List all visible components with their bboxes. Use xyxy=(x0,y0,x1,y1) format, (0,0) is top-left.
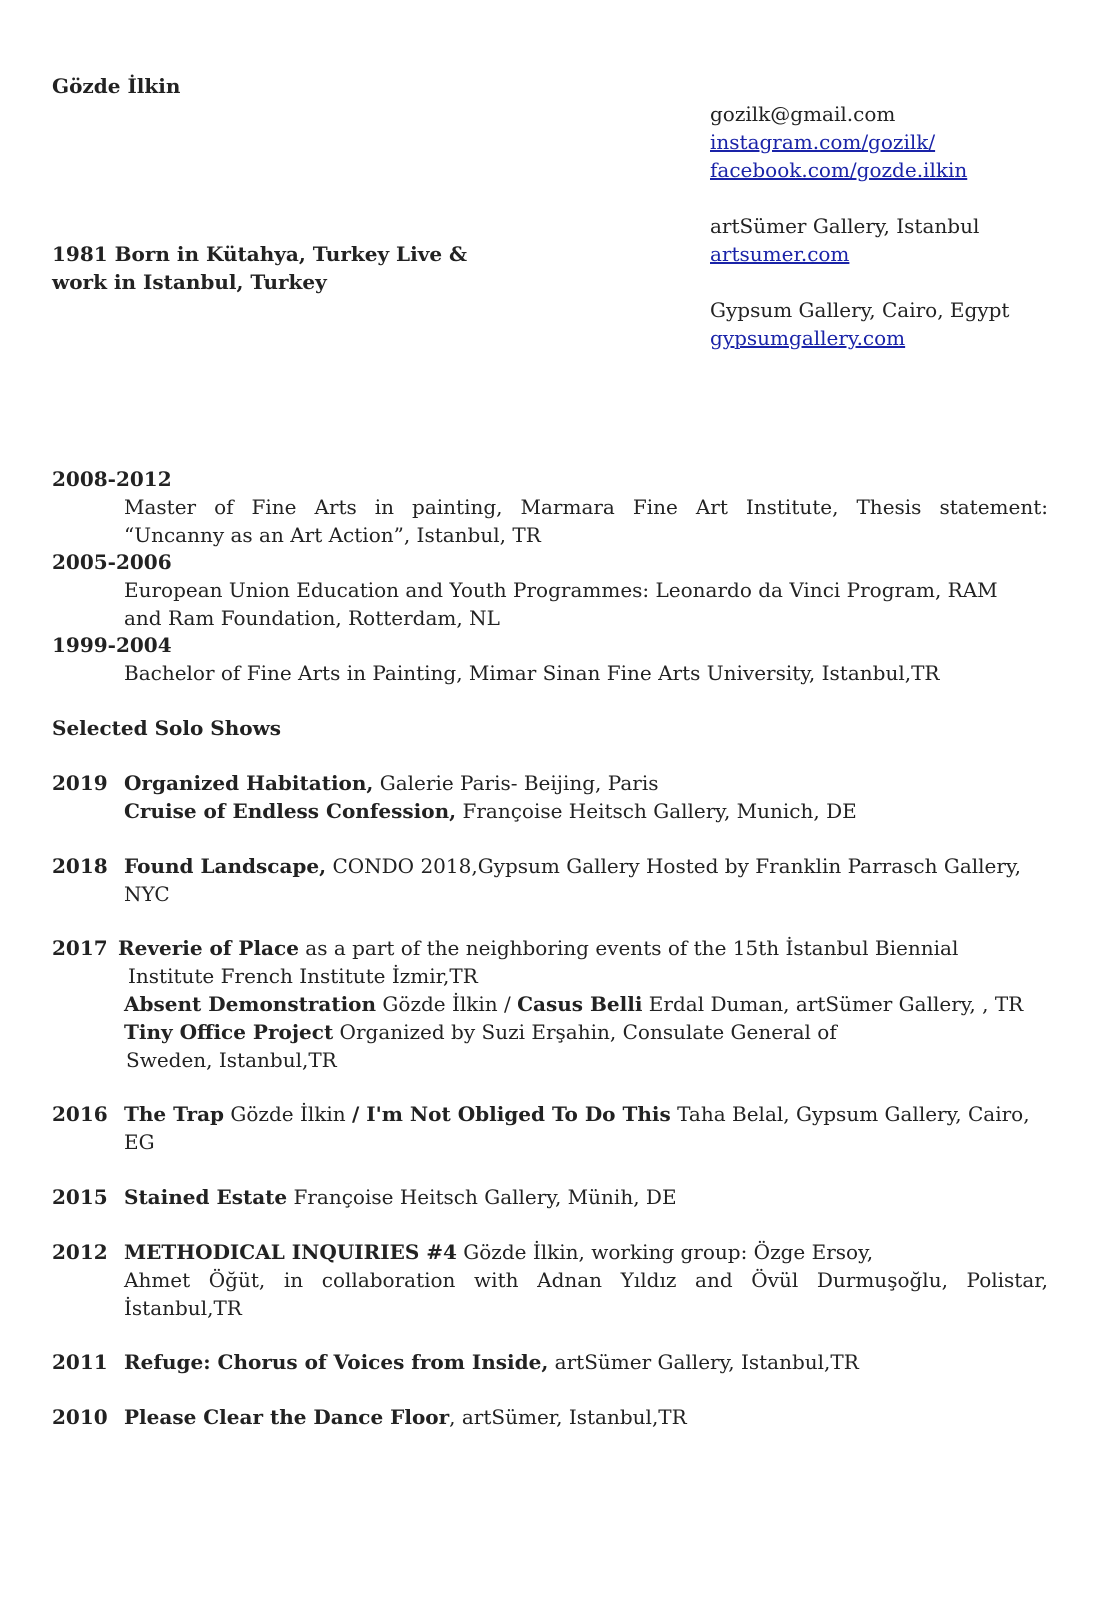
show-title: / I'm Not Obliged To Do This xyxy=(352,1102,671,1126)
show-title: The Trap xyxy=(124,1102,225,1126)
show-details: Institute French Institute İzmir,TR xyxy=(128,964,478,988)
show-entry xyxy=(118,934,1048,990)
show-details: Gözde İlkin, working group: Özge Ersoy, xyxy=(456,1240,874,1264)
show-details: Sweden, Istanbul,TR xyxy=(126,1048,337,1072)
birth-line-2: work in Istanbul, Turkey xyxy=(52,270,327,294)
show-title: Tiny Office Project xyxy=(124,1020,334,1044)
section-heading-solo-shows: Selected Solo Shows xyxy=(52,716,282,740)
education-line: European Union Education and Youth Programmes: Leonardo da Vinci Program, RAM xyxy=(124,578,998,602)
show-details: Organized by Suzi Erşahin, Consulate General of xyxy=(333,1020,837,1044)
education-years: 2008-2012 xyxy=(52,467,172,491)
education-line: Master of Fine Arts in painting, Marmara Fine Art Institute, Thesis statement: xyxy=(124,495,1048,519)
show-title: Absent Demonstration xyxy=(124,992,377,1016)
show-year: 2017 xyxy=(52,936,108,960)
show-entry xyxy=(124,1100,1048,1156)
show-details: artSümer Gallery, Istanbul,TR xyxy=(548,1350,859,1374)
show-details: Galerie Paris- Beijing, Paris xyxy=(373,771,659,795)
show-year: 2011 xyxy=(52,1350,108,1374)
gallery-gypsum-name: Gypsum Gallery, Cairo, Egypt xyxy=(710,298,1010,322)
show-entry xyxy=(124,990,1048,1074)
show-details: as a part of the neighboring events of the 15th İstanbul Biennial xyxy=(298,936,959,960)
gallery-artsumer-name: artSümer Gallery, Istanbul xyxy=(710,214,980,238)
show-title: Please Clear the Dance Floor xyxy=(124,1405,450,1429)
show-year: 2010 xyxy=(52,1405,108,1429)
show-details: NYC xyxy=(124,882,170,906)
show-year: 2019 xyxy=(52,771,108,795)
email-text: gozilk@gmail.com xyxy=(710,102,896,126)
show-details: Taha Belal, Gypsum Gallery, Cairo, xyxy=(670,1102,1030,1126)
education-line: “Uncanny as an Art Action”, Istanbul, TR xyxy=(124,523,541,547)
education-years: 2005-2006 xyxy=(52,550,172,574)
show-details: Gözde İlkin / xyxy=(376,992,518,1016)
birth-line-1: 1981 Born in Kütahya, Turkey Live & xyxy=(52,242,468,266)
show-details: Ahmet Öğüt, in collaboration with Adnan Yıldız and Övül Durmuşoğlu, Polistar, xyxy=(124,1268,1048,1292)
education-entry xyxy=(124,659,1048,687)
artsumer-link[interactable]: artsumer.com xyxy=(710,242,850,266)
show-details: Gözde İlkin xyxy=(224,1102,352,1126)
education-line: Bachelor of Fine Arts in Painting, Mimar Sinan Fine Arts University, Istanbul,TR xyxy=(124,661,940,685)
show-year: 2012 xyxy=(52,1240,108,1264)
show-year: 2018 xyxy=(52,854,108,878)
show-title: Cruise of Endless Confession, xyxy=(124,799,457,823)
show-year: 2016 xyxy=(52,1102,108,1126)
show-entry xyxy=(124,1403,1048,1431)
show-entry xyxy=(124,852,1048,908)
gypsum-link[interactable]: gypsumgallery.com xyxy=(710,326,906,350)
show-entry xyxy=(124,1348,1048,1376)
show-entry xyxy=(124,1238,1048,1322)
show-title: Refuge: Chorus of Voices from Inside, xyxy=(124,1350,549,1374)
show-title: METHODICAL INQUIRIES #4 xyxy=(124,1240,457,1264)
show-entry xyxy=(124,769,1048,825)
instagram-link[interactable]: instagram.com/gozilk/ xyxy=(710,130,936,154)
education-years: 1999-2004 xyxy=(52,633,172,657)
show-details: , artSümer, Istanbul,TR xyxy=(449,1405,687,1429)
education-entry xyxy=(124,576,1048,632)
show-details: Françoise Heitsch Gallery, Münih, DE xyxy=(287,1185,677,1209)
show-details: CONDO 2018,Gypsum Gallery Hosted by Franklin Parrasch Gallery, xyxy=(326,854,1021,878)
show-details: Françoise Heitsch Gallery, Munich, DE xyxy=(456,799,857,823)
show-details: EG xyxy=(124,1130,155,1154)
show-title: Organized Habitation, xyxy=(124,771,374,795)
show-title: Reverie of Place xyxy=(118,936,299,960)
show-year: 2015 xyxy=(52,1185,108,1209)
contact-block xyxy=(710,100,1009,352)
show-title: Found Landscape, xyxy=(124,854,327,878)
education-entry xyxy=(124,493,1048,549)
birth-info xyxy=(52,240,467,296)
facebook-link[interactable]: facebook.com/gozde.ilkin xyxy=(710,158,968,182)
show-title: Casus Belli xyxy=(517,992,643,1016)
show-details: İstanbul,TR xyxy=(124,1296,242,1320)
show-title: Stained Estate xyxy=(124,1185,288,1209)
show-entry xyxy=(124,1183,1048,1211)
artist-name: Gözde İlkin xyxy=(52,74,181,98)
show-details: Erdal Duman, artSümer Gallery, , TR xyxy=(642,992,1024,1016)
education-line: and Ram Foundation, Rotterdam, NL xyxy=(124,606,500,630)
